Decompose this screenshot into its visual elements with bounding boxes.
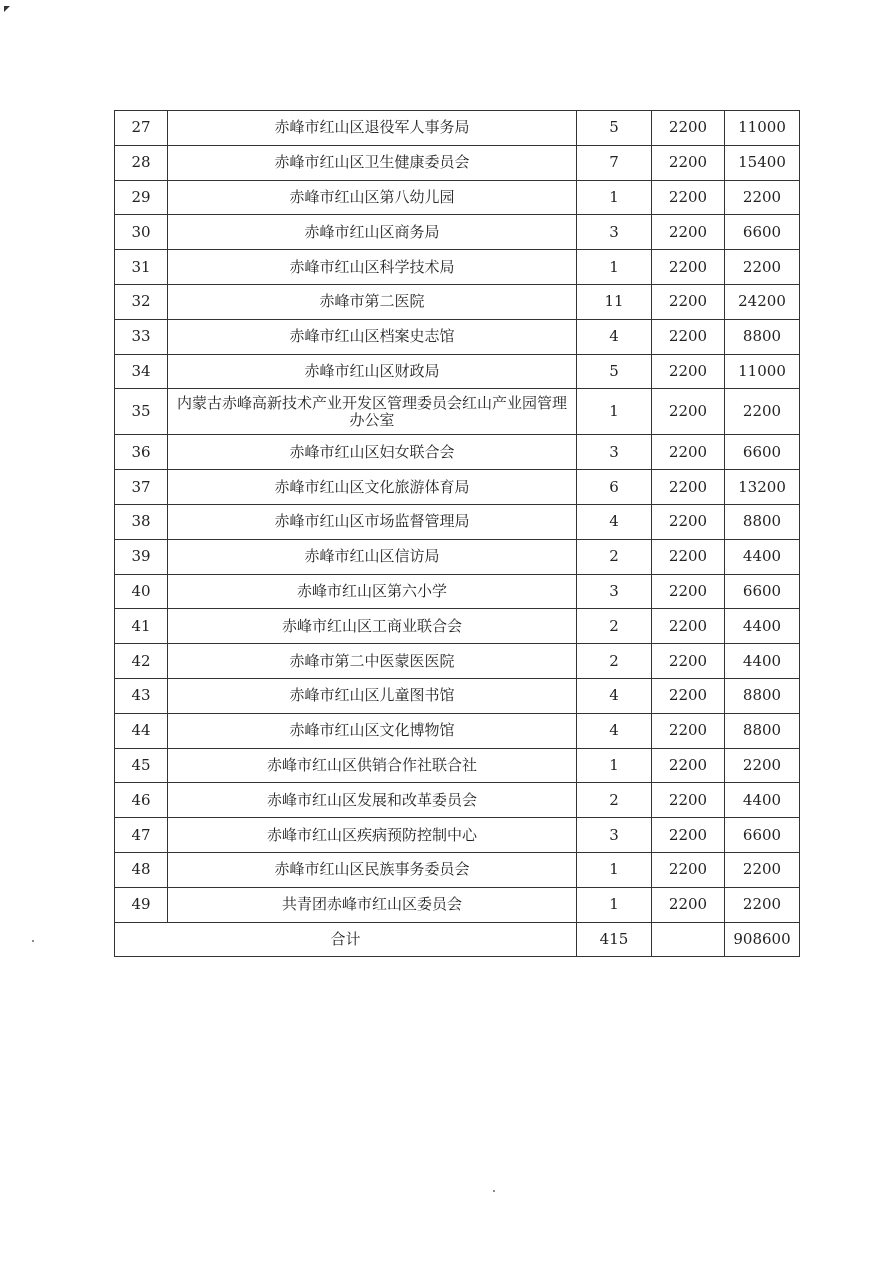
- person-count: 5: [577, 111, 652, 146]
- scan-speck: [493, 1190, 495, 1192]
- table-row: [115, 644, 800, 679]
- table-row: [115, 678, 800, 713]
- row-number: 41: [115, 609, 168, 644]
- total-amount-cell: 8800: [725, 713, 800, 748]
- total-amount-cell: 2200: [725, 180, 800, 215]
- row-number: 30: [115, 215, 168, 250]
- person-count: 4: [577, 678, 652, 713]
- row-number: 34: [115, 354, 168, 389]
- standard-amount: 2200: [652, 435, 725, 470]
- total-count: 415: [577, 922, 652, 957]
- unit-name: 赤峰市红山区儿童图书馆: [168, 678, 577, 713]
- standard-amount: 2200: [652, 852, 725, 887]
- unit-name: 赤峰市第二中医蒙医医院: [168, 644, 577, 679]
- person-count: 6: [577, 470, 652, 505]
- total-amount-cell: 6600: [725, 818, 800, 853]
- row-number: 33: [115, 319, 168, 354]
- person-count: 1: [577, 250, 652, 285]
- unit-name: 内蒙古赤峰高新技术产业开发区管理委员会红山产业园管理办公室: [168, 389, 577, 435]
- table-row: [115, 504, 800, 539]
- standard-amount: 2200: [652, 713, 725, 748]
- row-number: 49: [115, 887, 168, 922]
- unit-name: 赤峰市红山区发展和改革委员会: [168, 783, 577, 818]
- unit-name: 赤峰市红山区文化旅游体育局: [168, 470, 577, 505]
- total-amount-cell: 6600: [725, 574, 800, 609]
- table-row: [115, 389, 800, 435]
- person-count: 3: [577, 818, 652, 853]
- unit-name: 赤峰市红山区民族事务委员会: [168, 852, 577, 887]
- standard-amount: 2200: [652, 215, 725, 250]
- person-count: 7: [577, 145, 652, 180]
- person-count: 1: [577, 748, 652, 783]
- row-number: 38: [115, 504, 168, 539]
- scan-speck: [32, 940, 34, 942]
- table-row: [115, 435, 800, 470]
- total-amount-cell: 4400: [725, 644, 800, 679]
- total-amount-cell: 24200: [725, 284, 800, 319]
- person-count: 4: [577, 713, 652, 748]
- unit-name: 赤峰市红山区第六小学: [168, 574, 577, 609]
- total-amount-cell: 2200: [725, 852, 800, 887]
- person-count: 2: [577, 609, 652, 644]
- row-number: 27: [115, 111, 168, 146]
- table-row: [115, 180, 800, 215]
- person-count: 3: [577, 215, 652, 250]
- total-amount-cell: 2200: [725, 887, 800, 922]
- table-row: [115, 748, 800, 783]
- unit-name: 赤峰市红山区供销合作社联合社: [168, 748, 577, 783]
- scan-corner-mark: [4, 6, 10, 12]
- unit-name: 赤峰市红山区疾病预防控制中心: [168, 818, 577, 853]
- unit-name: 赤峰市红山区退役军人事务局: [168, 111, 577, 146]
- table-row: [115, 887, 800, 922]
- total-amount-cell: 8800: [725, 678, 800, 713]
- table-row: [115, 284, 800, 319]
- unit-name: 赤峰市红山区信访局: [168, 539, 577, 574]
- total-amount-cell: 15400: [725, 145, 800, 180]
- unit-name: 赤峰市红山区工商业联合会: [168, 609, 577, 644]
- person-count: 1: [577, 852, 652, 887]
- row-number: 40: [115, 574, 168, 609]
- standard-amount: 2200: [652, 783, 725, 818]
- unit-name: 赤峰市红山区文化博物馆: [168, 713, 577, 748]
- row-number: 36: [115, 435, 168, 470]
- standard-amount: 2200: [652, 389, 725, 435]
- standard-amount: 2200: [652, 818, 725, 853]
- row-number: 46: [115, 783, 168, 818]
- standard-amount: 2200: [652, 609, 725, 644]
- table-row: [115, 470, 800, 505]
- person-count: 2: [577, 539, 652, 574]
- standard-amount: 2200: [652, 504, 725, 539]
- total-amount: 908600: [725, 922, 800, 957]
- unit-name: 赤峰市红山区财政局: [168, 354, 577, 389]
- standard-amount: 2200: [652, 319, 725, 354]
- total-amount-cell: 2200: [725, 748, 800, 783]
- person-count: 3: [577, 574, 652, 609]
- person-count: 3: [577, 435, 652, 470]
- unit-name: 赤峰市红山区妇女联合会: [168, 435, 577, 470]
- standard-amount: 2200: [652, 284, 725, 319]
- row-number: 32: [115, 284, 168, 319]
- table-row: [115, 818, 800, 853]
- total-amount-cell: 4400: [725, 609, 800, 644]
- table-row: [115, 713, 800, 748]
- row-number: 43: [115, 678, 168, 713]
- unit-name: 赤峰市红山区档案史志馆: [168, 319, 577, 354]
- table-row: [115, 609, 800, 644]
- table-row: [115, 783, 800, 818]
- row-number: 28: [115, 145, 168, 180]
- person-count: 1: [577, 887, 652, 922]
- row-number: 44: [115, 713, 168, 748]
- total-amount-cell: 8800: [725, 319, 800, 354]
- standard-amount: 2200: [652, 574, 725, 609]
- total-amount-cell: 11000: [725, 354, 800, 389]
- table-row: [115, 574, 800, 609]
- unit-name: 赤峰市红山区第八幼儿园: [168, 180, 577, 215]
- unit-name: 赤峰市红山区科学技术局: [168, 250, 577, 285]
- person-count: 2: [577, 644, 652, 679]
- table-body: [115, 111, 800, 923]
- person-count: 4: [577, 504, 652, 539]
- person-count: 5: [577, 354, 652, 389]
- row-number: 48: [115, 852, 168, 887]
- total-amount-cell: 6600: [725, 215, 800, 250]
- row-number: 42: [115, 644, 168, 679]
- total-amount-cell: 13200: [725, 470, 800, 505]
- unit-name: 赤峰市红山区市场监督管理局: [168, 504, 577, 539]
- row-number: 31: [115, 250, 168, 285]
- standard-amount: 2200: [652, 678, 725, 713]
- total-amount-cell: 2200: [725, 389, 800, 435]
- standard-amount: 2200: [652, 748, 725, 783]
- total-standard: [652, 922, 725, 957]
- total-amount-cell: 2200: [725, 250, 800, 285]
- table-row: [115, 539, 800, 574]
- person-count: 11: [577, 284, 652, 319]
- person-count: 2: [577, 783, 652, 818]
- total-row: [115, 922, 800, 957]
- row-number: 35: [115, 389, 168, 435]
- unit-name: 赤峰市红山区商务局: [168, 215, 577, 250]
- table-row: [115, 250, 800, 285]
- total-amount-cell: 4400: [725, 539, 800, 574]
- standard-amount: 2200: [652, 180, 725, 215]
- standard-amount: 2200: [652, 250, 725, 285]
- table-row: [115, 145, 800, 180]
- person-count: 4: [577, 319, 652, 354]
- person-count: 1: [577, 389, 652, 435]
- table-row: [115, 319, 800, 354]
- standard-amount: 2200: [652, 887, 725, 922]
- standard-amount: 2200: [652, 145, 725, 180]
- total-amount-cell: 4400: [725, 783, 800, 818]
- standard-amount: 2200: [652, 470, 725, 505]
- person-count: 1: [577, 180, 652, 215]
- table-row: [115, 215, 800, 250]
- allocation-table: [114, 110, 800, 957]
- total-label: 合计: [115, 922, 577, 957]
- row-number: 45: [115, 748, 168, 783]
- standard-amount: 2200: [652, 354, 725, 389]
- standard-amount: 2200: [652, 539, 725, 574]
- table-row: [115, 852, 800, 887]
- table-row: [115, 354, 800, 389]
- row-number: 39: [115, 539, 168, 574]
- row-number: 29: [115, 180, 168, 215]
- total-amount-cell: 11000: [725, 111, 800, 146]
- standard-amount: 2200: [652, 644, 725, 679]
- row-number: 37: [115, 470, 168, 505]
- unit-name: 赤峰市红山区卫生健康委员会: [168, 145, 577, 180]
- row-number: 47: [115, 818, 168, 853]
- table-row: [115, 111, 800, 146]
- unit-name: 赤峰市第二医院: [168, 284, 577, 319]
- total-amount-cell: 6600: [725, 435, 800, 470]
- standard-amount: 2200: [652, 111, 725, 146]
- total-amount-cell: 8800: [725, 504, 800, 539]
- unit-name: 共青团赤峰市红山区委员会: [168, 887, 577, 922]
